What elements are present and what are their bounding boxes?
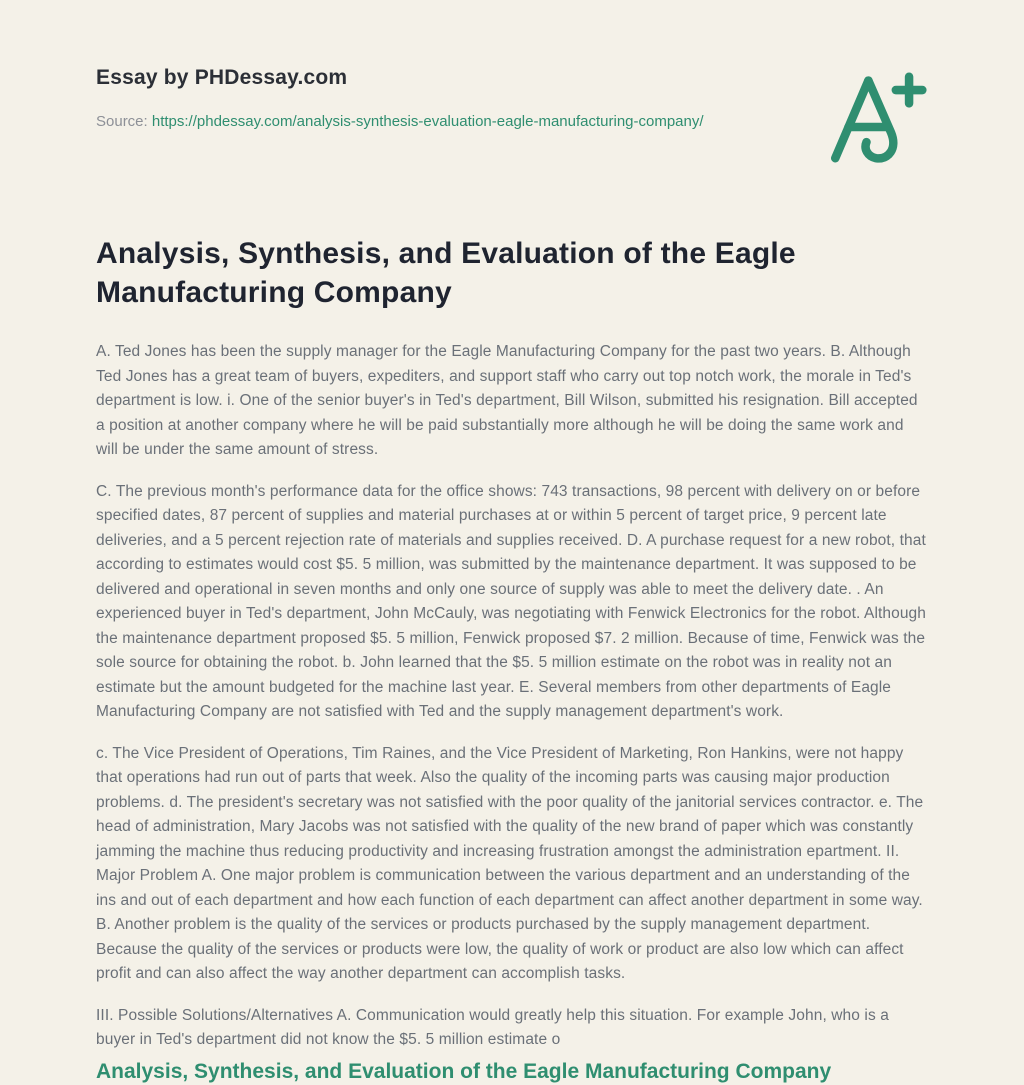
source-label: Source: bbox=[96, 113, 148, 130]
header-left bbox=[96, 66, 704, 133]
footer-title: Analysis, Synthesis, and Evaluation of the Eagle Manufacturing Company bbox=[96, 1060, 832, 1083]
essay-paragraph: C. The previous month's performance data for the office shows: 743 transactions, 98 percent with delivery on or before specified dates, 87 percent of supplies and material purchases at or within 5 percent of target price, 9 percent late deliveries, and a 5 percent rejection rate of materials and supplies received. D. A purchase request for a new robot, that according to estimates would cost $5. 5 million, was submitted by the maintenance department. It was supposed to be delivered and operational in seven months and only one source of supply was able to meet the delivery date. . An experienced buyer in Ted's department, John McCauly, was negotiating with Fenwick Electronics for the robot. Although the maintenance department proposed $5. 5 million, Fenwick proposed $7. 2 million. Because of time, Fenwick was the sole source for obtaining the robot. b. John learned that the $5. 5 million estimate on the robot was in reality not an estimate but the amount budgeted for the machine last year. E. Several members from other departments of Eagle Manufacturing Company are not satisfied with Ted and the supply management department's work. bbox=[96, 482, 926, 720]
phdessay-logo-icon bbox=[822, 70, 928, 170]
essay-paragraph: III. Possible Solutions/Alternatives A. Communication would greatly help this situation. For example John, who is a buyer in Ted's department did not know the $5. 5 million estimate o bbox=[96, 1006, 889, 1048]
source-line bbox=[96, 110, 704, 133]
page-title: Analysis, Synthesis, and Evaluation of the Eagle Manufacturing Company bbox=[96, 237, 796, 309]
essay-paragraph: A. Ted Jones has been the supply manager for the Eagle Manufacturing Company for the past two years. B. Although Ted Jones has a great team of buyers, expediters, and support staff who carry out top notch work, the morale in Ted's department is low. i. One of the senior buyer's in Ted's department, Bill Wilson, submitted his resignation. Bill accepted a position at another company where he will be paid substantially more although he will be doing the same work and will be under the same amount of stress. bbox=[96, 343, 918, 458]
essay-body bbox=[96, 340, 928, 1053]
document-header bbox=[96, 66, 928, 170]
brand-text: Essay by PHDessay.com bbox=[96, 66, 348, 89]
source-link[interactable]: https://phdessay.com/analysis-synthesis-evaluation-eagle-manufacturing-company/ bbox=[151, 113, 704, 130]
essay-paragraph: c. The Vice President of Operations, Tim Raines, and the Vice President of Marketing, Ron Hankins, were not happy that operations had run out of parts that week. Also the quality of the incoming parts was causing major production problems. d. The president's secretary was not satisfied with the poor quality of the janitorial services contractor. e. The head of administration, Mary Jacobs was not satisfied with the quality of the new brand of paper which was constantly jamming the machine thus reducing productivity and increasing frustration amongst the administration epartment. II. Major Problem A. One major problem is communication between the various department and an understanding of the ins and out of each department and how each function of each department can affect another department in some way. B. Another problem is the quality of the services or products purchased by the supply management department. Because the quality of the services or products were low, the quality of work or product are also low which can affect profit and can also affect the way another department can accomplish tasks. bbox=[96, 744, 924, 982]
